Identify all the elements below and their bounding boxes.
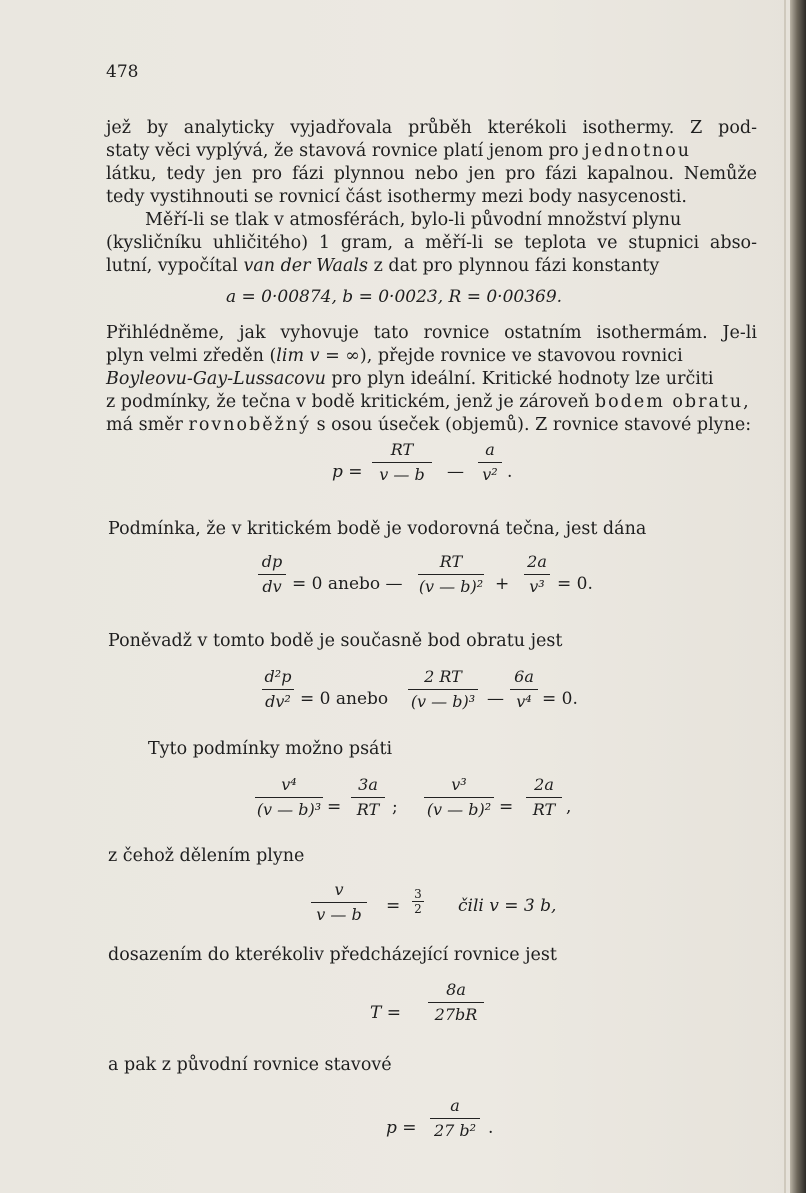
p1-line-1: jež by analyticky vyjadřovala průběh kterékoli isothermy. Z pod- bbox=[106, 118, 757, 138]
p3-line-5: má směr rovnoběžný s osou úseček (objemů). Z rovnice stavové plyne: bbox=[106, 415, 752, 435]
eq4-sep: ; bbox=[392, 797, 398, 817]
eq4-eq-a: = bbox=[327, 797, 342, 817]
eq1-end: . bbox=[507, 462, 513, 482]
eq7-lhs: p = bbox=[386, 1118, 417, 1138]
p8: dosazením do kterékoliv předcházející rovnice jest bbox=[108, 945, 557, 965]
eq1-op: — bbox=[447, 462, 464, 482]
p2-line-1: Měří-li se tlak v atmosférách, bylo-li původní množství plynu bbox=[145, 210, 682, 230]
eq6-lhs: T = bbox=[370, 1003, 401, 1023]
eq3-op: — bbox=[487, 689, 504, 709]
eq1-frac-1: RT v — b bbox=[372, 440, 432, 485]
eq1-frac-2: a v² bbox=[478, 440, 502, 485]
eq2-frac-2: 2a v³ bbox=[524, 552, 550, 597]
page-edge-line bbox=[784, 0, 786, 1193]
p9: a pak z původní rovnice stavové bbox=[108, 1055, 392, 1075]
p7: z čehož dělením plyne bbox=[108, 846, 305, 866]
eq2-frac-0: dp dv bbox=[258, 552, 286, 597]
p5: Poněvadž v tomto bodě je současně bod obratu jest bbox=[108, 631, 563, 651]
eq3-frac-0: d²p dv² bbox=[262, 667, 294, 712]
eq4-frac-3: v³ (v — b)² bbox=[424, 775, 494, 820]
p3-line-2: plyn velmi zředěn (lim v = ∞), přejde rovnice ve stavovou rovnici bbox=[106, 346, 683, 366]
eq4-frac-1: v⁴ (v — b)³ bbox=[256, 775, 322, 819]
eq2-frac-1: RT (v — b)² bbox=[418, 552, 484, 596]
eq2-op: + bbox=[495, 574, 510, 594]
eq7-end: . bbox=[488, 1118, 494, 1138]
p3-line-3: Boyleovu-Gay-Lussacovu pro plyn ideální. Kritické hodnoty lze určiti bbox=[106, 369, 714, 389]
eq1-lhs: p = bbox=[332, 462, 363, 482]
eq3-frac-2: 6a v⁴ bbox=[510, 667, 538, 712]
p3-line-1: Přihlédněme, jak vyhovuje tato rovnice ostatním isothermám. Je-li bbox=[106, 323, 757, 343]
eq5-frac-2: 3 2 bbox=[412, 888, 424, 915]
eq3-end: = 0. bbox=[542, 689, 578, 709]
eq5-tail: čili v = 3 b, bbox=[458, 896, 557, 916]
eq4-frac-4: 2a RT bbox=[526, 775, 562, 820]
eq5-frac-1: v v — b bbox=[311, 880, 367, 925]
p3-line-4: z podmínky, že tečna v bodě kritickém, jenž je zároveň bodem obratu, bbox=[106, 392, 751, 412]
eq5-eq: = bbox=[386, 896, 401, 916]
eq4-end: , bbox=[566, 797, 572, 817]
page-number: 478 bbox=[106, 62, 139, 82]
p1-line-3: látku, tedy jen pro fázi plynnou nebo jen pro fázi kapalnou. Nemůže bbox=[106, 164, 757, 184]
eq2-mid: = 0 anebo — bbox=[292, 574, 403, 594]
eq6-frac: 8a 27bR bbox=[428, 980, 484, 1025]
book-spine-shadow bbox=[790, 0, 806, 1193]
p1-line-2: staty věci vyplývá, že stavová rovnice platí jenom pro jednotnou bbox=[106, 141, 692, 161]
p2-line-2: (kysličníku uhličitého) 1 gram, a měří-li se teplota ve stupnici abso- bbox=[106, 233, 757, 253]
eq4-eq-b: = bbox=[499, 797, 514, 817]
eq7-frac: a 27 b² bbox=[430, 1096, 480, 1141]
p4: Podmínka, že v kritickém bodě je vodorovná tečna, jest dána bbox=[108, 519, 647, 539]
eq3-mid: = 0 anebo bbox=[300, 689, 389, 709]
eq2-end: = 0. bbox=[557, 574, 593, 594]
p6: Tyto podmínky možno psáti bbox=[148, 739, 393, 759]
eq4-frac-2: 3a RT bbox=[351, 775, 385, 820]
p2-line-3: lutní, vypočítal van der Waals z dat pro plynnou fázi konstanty bbox=[106, 256, 660, 276]
p1-line-4: tedy vystihnouti se rovnicí část isothermy mezi body nasycenosti. bbox=[106, 187, 687, 207]
eq3-frac-1: 2 RT (v — b)³ bbox=[408, 667, 478, 712]
constants-line: a = 0·00874, b = 0·0023, R = 0·00369. bbox=[226, 287, 563, 307]
